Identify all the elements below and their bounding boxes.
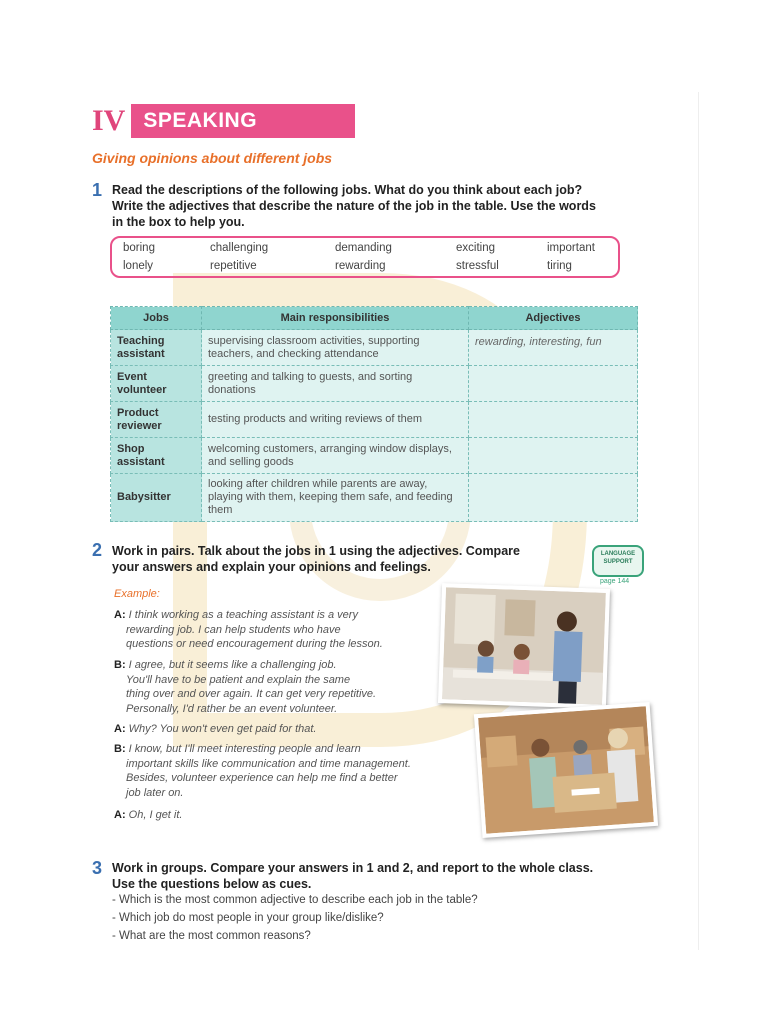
task1-instruction [112, 182, 652, 230]
task3-line: Use the questions below as cues. [112, 877, 312, 891]
dialogue-line [114, 742, 454, 800]
classroom-photo [438, 583, 610, 709]
word-item: repetitive [210, 260, 257, 272]
table-row [111, 330, 638, 366]
word-item: lonely [123, 260, 154, 272]
responsibility-cell: looking after children while parents are away, playing with them, keeping them safe, and feeding them [202, 474, 469, 522]
header-responsibilities: Main responsibilities [202, 307, 469, 330]
table-row [111, 402, 638, 438]
dialogue-text: I think working as a teaching assistant is a very [128, 609, 358, 621]
task1-line: in the box to help you. [112, 215, 245, 229]
task1-line: Read the descriptions of the following jobs. What do you think about each job? [112, 183, 583, 197]
header-adjectives: Adjectives [469, 307, 638, 330]
dialogue-text: thing over and over again. It can get very repetitive. [126, 688, 377, 700]
dialogue-line [114, 722, 434, 737]
task2-instruction [112, 543, 582, 575]
responsibility-cell: greeting and talking to guests, and sorting donations [202, 366, 469, 402]
adjective-cell[interactable] [469, 474, 638, 522]
responsibility-cell: testing products and writing reviews of them [202, 402, 469, 438]
job-cell: Event volunteer [111, 366, 202, 402]
table-row [111, 438, 638, 474]
header-jobs: Jobs [111, 307, 202, 330]
speaker-label: B: [114, 743, 126, 755]
dialogue-line [114, 608, 434, 652]
word-item: exciting [456, 242, 495, 254]
adjective-cell[interactable] [469, 438, 638, 474]
dialogue-text: You'll have to be patient and explain the same [126, 673, 351, 686]
table-header-row [111, 307, 638, 330]
task2-number: 2 [92, 540, 103, 560]
cue-item: - Which job do most people in your group like/dislike? [112, 912, 384, 924]
task3-number: 3 [92, 858, 103, 878]
badge-line: LANGUAGE [600, 551, 636, 557]
dialogue-text: Why? You won't even get paid for that. [128, 723, 317, 735]
volunteers-photo [474, 702, 658, 838]
section-number: IV [92, 104, 126, 137]
task1-line: Write the adjectives that describe the nature of the job in the table. Use the words [112, 199, 596, 213]
word-item: challenging [210, 242, 269, 254]
badge-line: SUPPORT [603, 559, 633, 565]
example-label: Example: [114, 588, 160, 600]
jobs-table [110, 306, 638, 522]
dialogue-text: I know, but I'll meet interesting people and learn [128, 743, 361, 755]
dialogue-line [114, 808, 434, 823]
dialogue-text: Oh, I get it. [128, 809, 183, 821]
dialogue-text: job later on. [126, 786, 184, 799]
responsibility-cell: supervising classroom activities, supporting teachers, and checking attendance [202, 330, 469, 366]
job-cell: Product reviewer [111, 402, 202, 438]
task2-line: your answers and explain your opinions and feelings. [112, 560, 431, 574]
word-item: boring [123, 242, 155, 254]
dialogue-text: Personally, I'd rather be an event volunteer. [126, 702, 338, 715]
section-title: SPEAKING [131, 104, 355, 138]
dialogue-line [114, 658, 434, 716]
word-item: stressful [456, 260, 499, 272]
cue-item: - Which is the most common adjective to describe each job in the table? [112, 894, 478, 906]
table-row [111, 474, 638, 522]
task2-line: Work in pairs. Talk about the jobs in 1 using the adjectives. Compare [112, 544, 520, 558]
word-item: demanding [335, 242, 392, 254]
speaker-label: A: [114, 609, 126, 621]
speaker-label: B: [114, 659, 126, 671]
speaker-label: A: [114, 809, 126, 821]
job-cell: Shop assistant [111, 438, 202, 474]
badge-page-ref: page 144 [600, 578, 630, 585]
dialogue-text: Besides, volunteer experience can help me find a better [126, 772, 398, 784]
section-subtitle: Giving opinions about different jobs [92, 150, 333, 166]
word-item: rewarding [335, 260, 386, 272]
speaker-label: A: [114, 723, 126, 735]
section-header [92, 104, 355, 138]
cue-item: - What are the most common reasons? [112, 930, 311, 942]
job-cell: Teaching assistant [111, 330, 202, 366]
dialogue-text: I agree, but it seems like a challenging job. [128, 659, 337, 671]
task3-line: Work in groups. Compare your answers in 1 and 2, and report to the whole class. [112, 861, 594, 875]
table-row [111, 366, 638, 402]
task3-instruction [112, 860, 672, 892]
word-item: tiring [547, 260, 572, 272]
adjective-cell[interactable]: rewarding, interesting, fun [469, 330, 638, 366]
language-support-badge[interactable] [592, 545, 644, 577]
dialogue-text: important skills like communication and time management. [126, 757, 411, 770]
dialogue-text: rewarding job. I can help students who have [126, 623, 341, 636]
adjective-cell[interactable] [469, 366, 638, 402]
dialogue-text: questions or need encouragement during the lesson. [126, 638, 383, 650]
job-cell: Babysitter [111, 474, 202, 522]
responsibility-cell: welcoming customers, arranging window displays, and selling goods [202, 438, 469, 474]
word-item: important [547, 242, 595, 254]
adjective-cell[interactable] [469, 402, 638, 438]
task1-number: 1 [92, 180, 103, 200]
